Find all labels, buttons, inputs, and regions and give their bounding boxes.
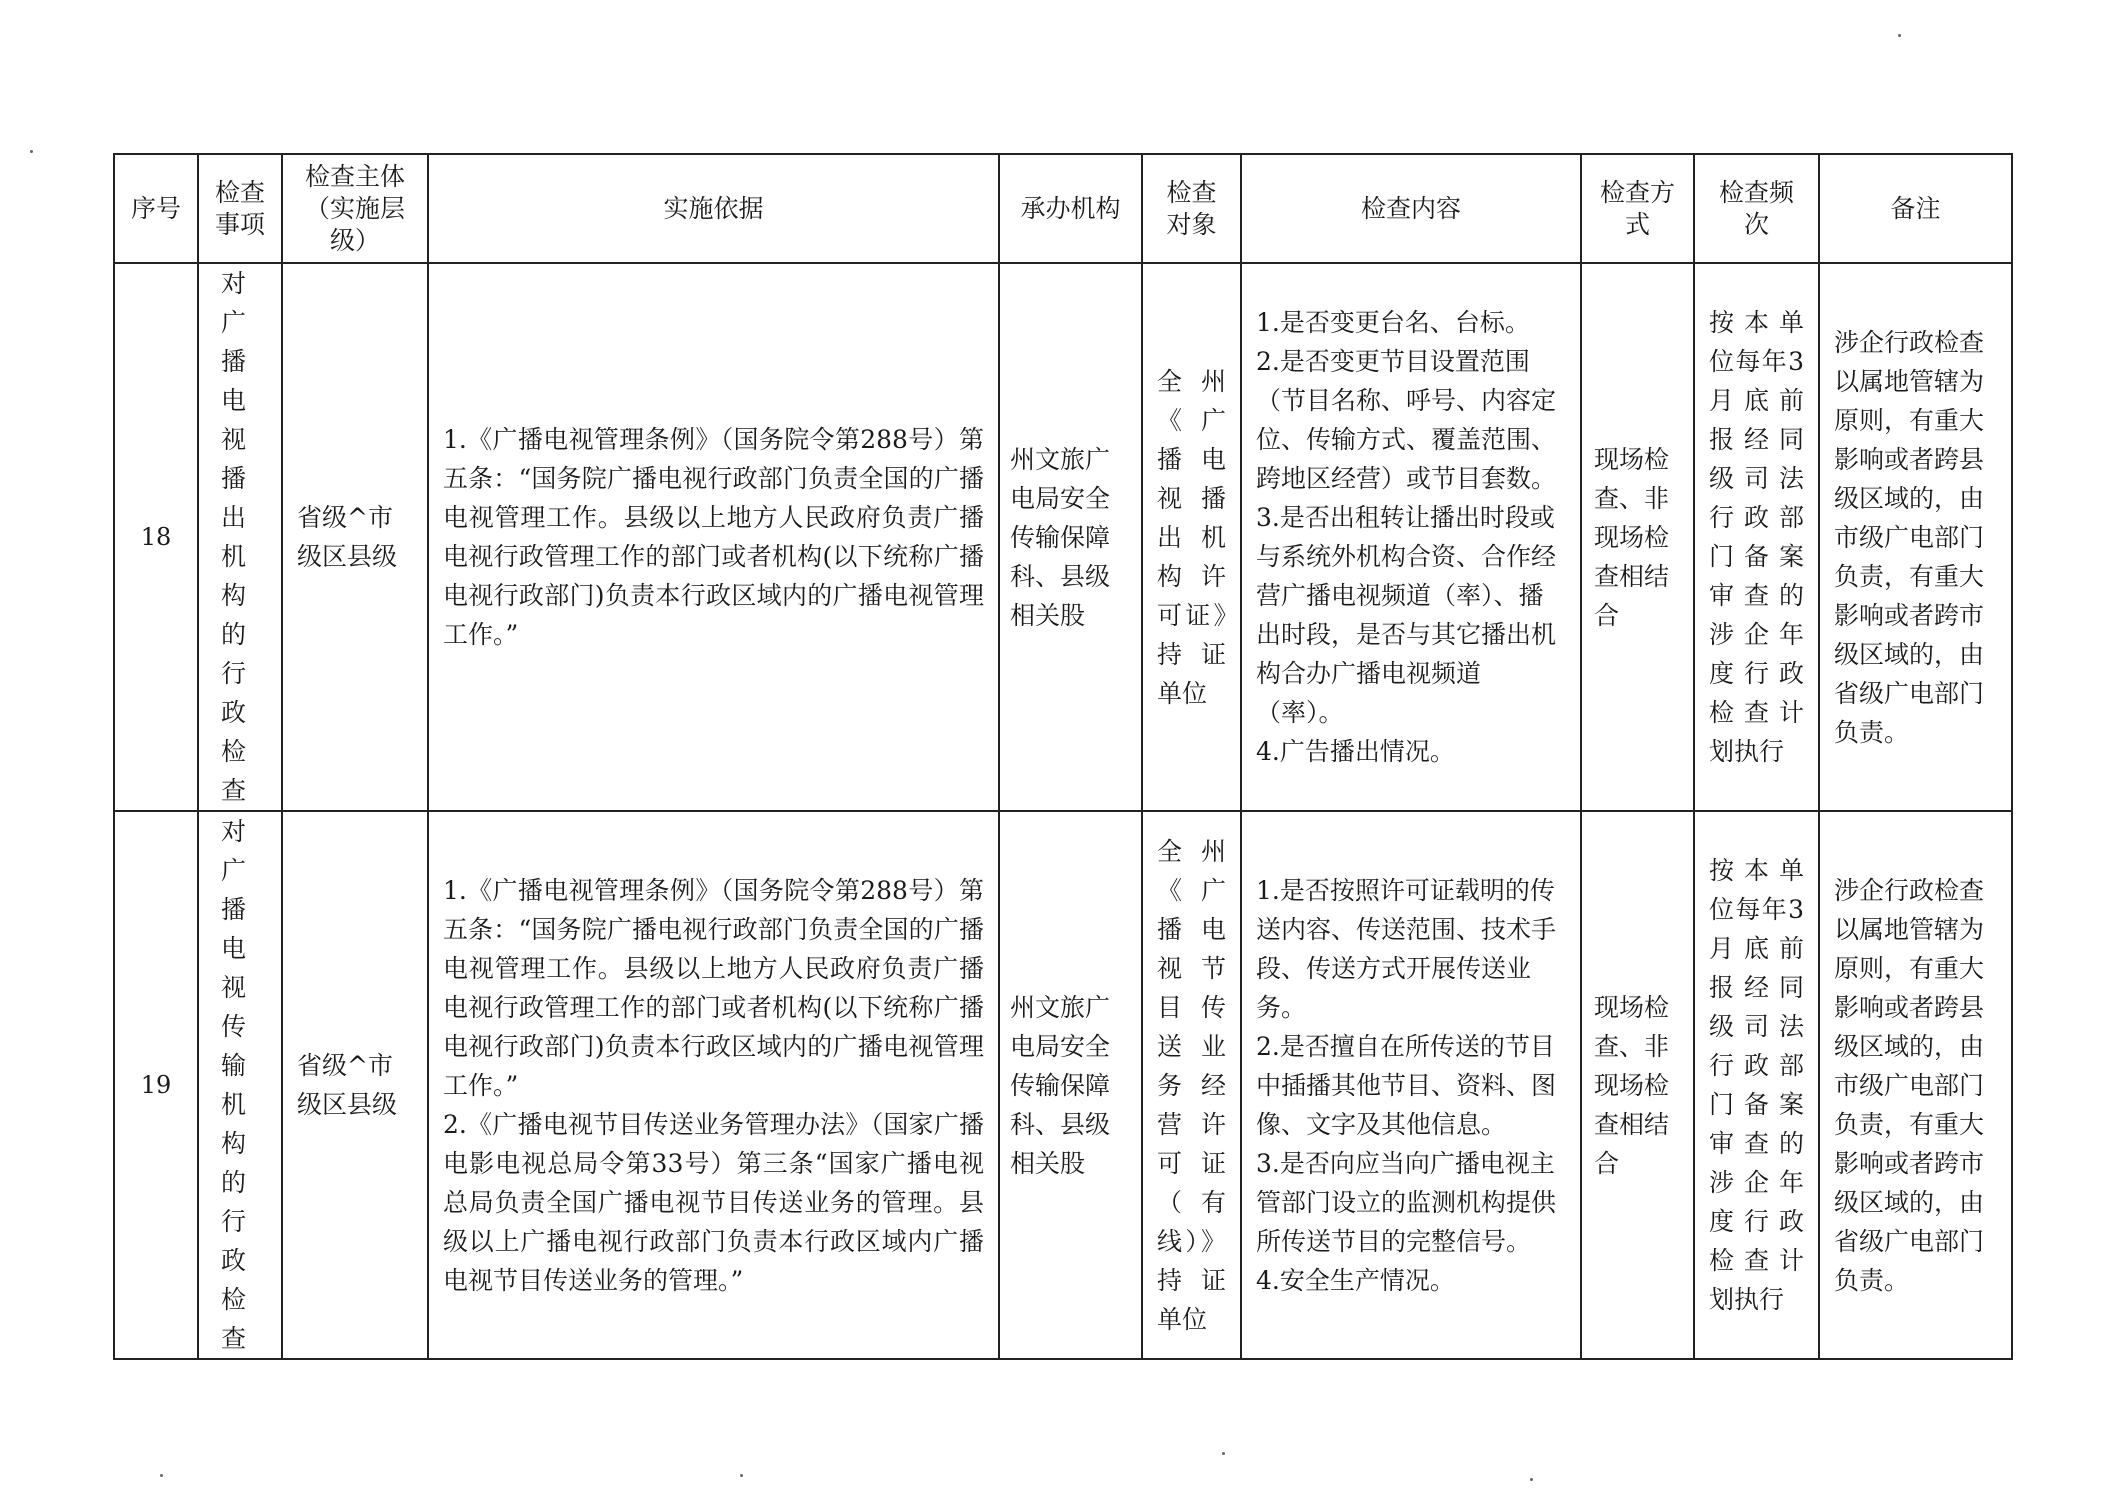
header-org: 承办机构	[999, 154, 1142, 263]
scan-speck	[1530, 1478, 1533, 1481]
table-row	[114, 811, 2012, 1359]
row-no: 19	[114, 811, 198, 1359]
row-item: 对广播电视传输机构的行政检查	[198, 811, 282, 1359]
row-item: 对广播电视播出机构的行政检查	[198, 263, 282, 811]
header-basis: 实施依据	[428, 154, 999, 263]
row-subject: 省级^市级区县级	[282, 811, 428, 1359]
table-row	[114, 263, 2012, 811]
row-org: 州文旅广电局安全传输保障科、县级相关股	[999, 811, 1142, 1359]
row-content: 1.是否按照许可证载明的传送内容、传送范围、技术手段、传送方式开展传送业务。 2.是否擅自在所传送的节目中插播其他节目、资料、图像、文字及其他信息。 3.是否向应当向广播电视主管部门设立的监测机构提供所传送节目的完整信号。 4.安全生产情况。	[1241, 811, 1581, 1359]
row-content: 1.是否变更台名、台标。 2.是否变更节目设置范围（节目名称、呼号、内容定位、传输方式、覆盖范围、跨地区经营）或节目套数。 3.是否出租转让播出时段或与系统外机构合资、合作经营广播电视频道（率）、播出时段，是否与其它播出机构合办广播电视频道（率）。 4.广告播出情况。	[1241, 263, 1581, 811]
row-method: 现场检查、非现场检查相结合	[1581, 811, 1694, 1359]
header-subject: 检查主体（实施层级）	[282, 154, 428, 263]
header-item: 检查事项	[198, 154, 282, 263]
row-method: 现场检查、非现场检查相结合	[1581, 263, 1694, 811]
row-note: 涉企行政检查以属地管辖为原则，有重大影响或者跨县级区域的，由市级广电部门负责，有重大影响或者跨市级区域的，由省级广电部门负责。	[1819, 263, 2012, 811]
row-freq: 按本单位每年3月底前报经同级司法行政部门备案审查的涉企年度行政检查计划执行	[1694, 263, 1819, 811]
row-no: 18	[114, 263, 198, 811]
row-org: 州文旅广电局安全传输保障科、县级相关股	[999, 263, 1142, 811]
scan-speck	[1222, 1452, 1225, 1455]
header-row	[114, 154, 2012, 263]
scan-speck	[30, 150, 33, 153]
header-no: 序号	[114, 154, 198, 263]
row-note: 涉企行政检查以属地管辖为原则，有重大影响或者跨县级区域的，由市级广电部门负责，有重大影响或者跨市级区域的，由省级广电部门负责。	[1819, 811, 2012, 1359]
header-freq: 检查频次	[1694, 154, 1819, 263]
inspection-table	[113, 153, 2013, 1360]
row-freq: 按本单位每年3月底前报经同级司法行政部门备案审查的涉企年度行政检查计划执行	[1694, 811, 1819, 1359]
header-content: 检查内容	[1241, 154, 1581, 263]
row-target: 全州《广播电视节目传送业务经营许可证（有线）》持证单位	[1142, 811, 1241, 1359]
header-target: 检查对象	[1142, 154, 1241, 263]
header-method: 检查方式	[1581, 154, 1694, 263]
scan-speck	[160, 1474, 163, 1477]
row-subject: 省级^市级区县级	[282, 263, 428, 811]
scan-speck	[1898, 34, 1901, 37]
scan-speck	[740, 1474, 743, 1477]
header-note: 备注	[1819, 154, 2012, 263]
row-basis: 1.《广播电视管理条例》（国务院令第288号）第五条：“国务院广播电视行政部门负责全国的广播电视管理工作。县级以上地方人民政府负责广播电视行政管理工作的部门或者机构(以下统称广播电视行政部门)负责本行政区域内的广播电视管理工作。” 2.《广播电视节目传送业务管理办法》（国家广播电影电视总局令第33号）第三条“国家广播电视总局负责全国广播电视节目传送业务的管理。县级以上广播电视行政部门负责本行政区域内广播电视节目传送业务的管理。”	[428, 811, 999, 1359]
row-target: 全州《广播电视播出机构许可证》持证单位	[1142, 263, 1241, 811]
row-basis: 1.《广播电视管理条例》（国务院令第288号）第五条：“国务院广播电视行政部门负责全国的广播电视管理工作。县级以上地方人民政府负责广播电视行政管理工作的部门或者机构(以下统称广播电视行政部门)负责本行政区域内的广播电视管理工作。”	[428, 263, 999, 811]
